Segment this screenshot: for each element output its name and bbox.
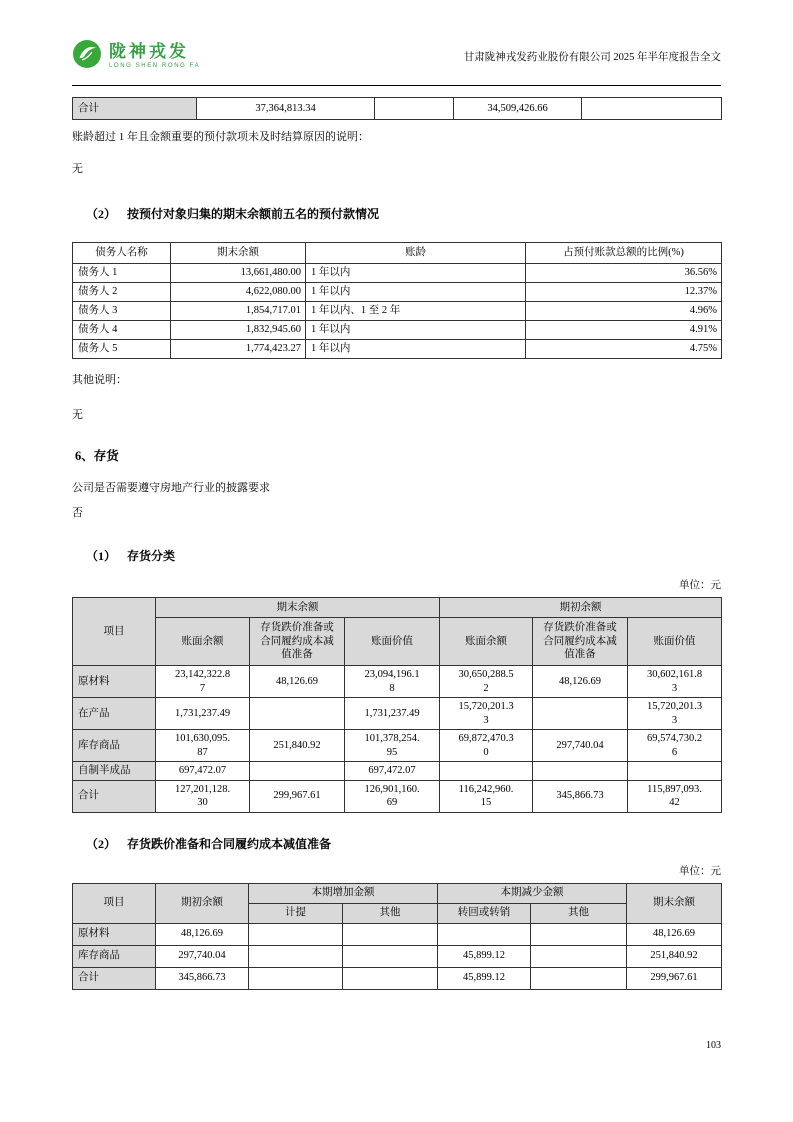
num-cell	[531, 945, 627, 967]
num-cell: 13,661,480.00	[171, 264, 306, 283]
debtor-cell: 债务人 1	[73, 264, 171, 283]
section-title: 存货跌价准备和合同履约成本减值准备	[127, 836, 332, 851]
num-cell	[531, 967, 627, 989]
section-heading-inventory-classification	[72, 548, 721, 564]
num-cell: 1,774,423.27	[171, 340, 306, 359]
col-header: 债务人名称	[73, 243, 171, 264]
inventory-classification-table	[72, 597, 722, 813]
pct-cell: 12.37%	[526, 283, 722, 302]
col-group-beginning: 期初余额	[440, 598, 722, 618]
col-header: 账面价值	[628, 618, 722, 666]
num-cell: 116,242,960.15	[440, 780, 533, 812]
aging-cell: 1 年以内	[306, 321, 526, 340]
item-cell: 原材料	[73, 923, 156, 945]
table-header-row	[73, 883, 722, 903]
other-note-text: 其他说明：	[72, 374, 127, 386]
table-header-row	[73, 243, 722, 264]
col-header: 占预付账款总额的比例(%)	[526, 243, 722, 264]
num-cell: 15,720,201.33	[628, 698, 722, 730]
section-heading-inventory: 6、存货	[75, 449, 119, 463]
debtor-cell: 债务人 5	[73, 340, 171, 359]
num-cell: 345,866.73	[156, 967, 249, 989]
section-number: （1）	[86, 549, 117, 563]
page-header	[72, 0, 721, 86]
aging-cell: 1 年以内	[306, 283, 526, 302]
num-cell: 37,364,813.34	[197, 98, 375, 120]
num-cell: 297,740.04	[156, 945, 249, 967]
num-cell: 48,126.69	[250, 666, 345, 698]
item-cell: 库存商品	[73, 730, 156, 762]
empty-cell	[582, 98, 722, 120]
num-cell: 299,967.61	[250, 780, 345, 812]
total-label-cell: 合计	[73, 98, 197, 120]
pct-cell: 4.91%	[526, 321, 722, 340]
inventory-impairment-table	[72, 883, 722, 990]
realestate-answer-text: 否	[72, 507, 83, 519]
company-logo	[72, 39, 200, 74]
num-cell	[438, 923, 531, 945]
col-header: 账面余额	[440, 618, 533, 666]
page-number: 103	[706, 1040, 721, 1051]
num-cell: 1,731,237.49	[345, 698, 440, 730]
num-cell: 251,840.92	[627, 945, 722, 967]
aging-cell: 1 年以内、1 至 2 年	[306, 302, 526, 321]
total-label-cell: 合计	[73, 780, 156, 812]
num-cell: 101,630,095.87	[156, 730, 250, 762]
num-cell: 299,967.61	[627, 967, 722, 989]
num-cell: 1,854,717.01	[171, 302, 306, 321]
item-cell: 原材料	[73, 666, 156, 698]
num-cell	[533, 762, 628, 781]
num-cell: 126,901,160.69	[345, 780, 440, 812]
none-text: 无	[72, 163, 83, 175]
debtor-cell: 债务人 4	[73, 321, 171, 340]
col-header: 存货跌价准备或合同履约成本减值准备	[250, 618, 345, 666]
num-cell	[531, 923, 627, 945]
num-cell: 697,472.07	[345, 762, 440, 781]
col-header-item: 项目	[73, 598, 156, 666]
col-header: 账面价值	[345, 618, 440, 666]
num-cell	[250, 698, 345, 730]
table-row	[73, 730, 722, 762]
num-cell	[533, 698, 628, 730]
col-group-increase: 本期增加金额	[249, 883, 438, 903]
num-cell: 115,897,093.42	[628, 780, 722, 812]
logo-company-name: 陇神戎发	[109, 42, 189, 62]
table-row	[73, 762, 722, 781]
table-total-row	[73, 780, 722, 812]
col-header: 存货跌价准备或合同履约成本减值准备	[533, 618, 628, 666]
table-row	[73, 98, 722, 120]
num-cell	[249, 923, 343, 945]
num-cell	[250, 762, 345, 781]
num-cell: 251,840.92	[250, 730, 345, 762]
num-cell: 297,740.04	[533, 730, 628, 762]
num-cell	[343, 945, 438, 967]
debtor-cell: 债务人 2	[73, 283, 171, 302]
num-cell	[628, 762, 722, 781]
section-title: 存货分类	[127, 549, 176, 563]
num-cell: 23,094,196.18	[345, 666, 440, 698]
item-cell: 库存商品	[73, 945, 156, 967]
col-header-item: 项目	[73, 883, 156, 923]
section-number: （2）	[86, 836, 117, 851]
table-row	[73, 264, 722, 283]
table-total-row	[73, 967, 722, 989]
table-row	[73, 698, 722, 730]
col-header: 账龄	[306, 243, 526, 264]
num-cell: 127,201,128.30	[156, 780, 250, 812]
logo-company-name-en: LONG SHEN RONG FA	[109, 63, 201, 70]
section-heading-inventory-impairment	[72, 836, 721, 852]
num-cell: 45,899.12	[438, 945, 531, 967]
num-cell: 48,126.69	[533, 666, 628, 698]
num-cell: 4,622,080.00	[171, 283, 306, 302]
num-cell: 15,720,201.33	[440, 698, 533, 730]
table-header-row	[73, 598, 722, 618]
col-group-ending: 期末余额	[156, 598, 440, 618]
num-cell: 697,472.07	[156, 762, 250, 781]
section-heading-prepay-top5	[72, 206, 721, 222]
num-cell: 30,650,288.52	[440, 666, 533, 698]
col-header-beginning: 期初余额	[156, 883, 249, 923]
pct-cell: 4.96%	[526, 302, 722, 321]
table-row	[73, 302, 722, 321]
col-header-ending: 期末余额	[627, 883, 722, 923]
num-cell: 69,872,470.30	[440, 730, 533, 762]
num-cell: 45,899.12	[438, 967, 531, 989]
num-cell: 48,126.69	[627, 923, 722, 945]
table-row	[73, 945, 722, 967]
num-cell	[440, 762, 533, 781]
item-cell: 在产品	[73, 698, 156, 730]
table-subheader-row	[73, 618, 722, 666]
num-cell	[343, 923, 438, 945]
aging-note-text: 账龄超过 1 年且金额重要的预付款项未及时结算原因的说明：	[72, 131, 369, 143]
col-header: 其他	[531, 903, 627, 923]
unit-label: 单位：元	[679, 865, 721, 877]
col-group-decrease: 本期减少金额	[438, 883, 627, 903]
total-label-cell: 合计	[73, 967, 156, 989]
aging-cell: 1 年以内	[306, 264, 526, 283]
section-number: （2）	[86, 207, 117, 221]
num-cell	[343, 967, 438, 989]
col-header: 期末余额	[171, 243, 306, 264]
none-text: 无	[72, 409, 83, 421]
debtor-cell: 债务人 3	[73, 302, 171, 321]
table-row	[73, 321, 722, 340]
col-header: 转回或转销	[438, 903, 531, 923]
aging-cell: 1 年以内	[306, 340, 526, 359]
table-row	[73, 283, 722, 302]
logo-leaf-icon	[72, 39, 102, 74]
col-header: 其他	[343, 903, 438, 923]
col-header: 计提	[249, 903, 343, 923]
num-cell: 1,731,237.49	[156, 698, 250, 730]
realestate-question-text: 公司是否需要遵守房地产行业的披露要求	[72, 482, 270, 494]
num-cell: 23,142,322.87	[156, 666, 250, 698]
prepayment-total-table	[72, 97, 722, 120]
num-cell: 101,378,254.95	[345, 730, 440, 762]
table-row	[73, 340, 722, 359]
num-cell: 1,832,945.60	[171, 321, 306, 340]
pct-cell: 36.56%	[526, 264, 722, 283]
table-row	[73, 923, 722, 945]
unit-label: 单位：元	[679, 580, 721, 591]
num-cell: 34,509,426.66	[454, 98, 582, 120]
report-title: 甘肃陇神戎发药业股份有限公司 2025 年半年度报告全文	[463, 52, 721, 63]
table-row	[73, 666, 722, 698]
num-cell: 69,574,730.26	[628, 730, 722, 762]
num-cell: 48,126.69	[156, 923, 249, 945]
num-cell	[249, 967, 343, 989]
pct-cell: 4.75%	[526, 340, 722, 359]
item-cell: 自制半成品	[73, 762, 156, 781]
prepayment-top5-table	[72, 242, 722, 359]
num-cell	[249, 945, 343, 967]
empty-cell	[375, 98, 454, 120]
section-title: 按预付对象归集的期末余额前五名的预付款情况	[127, 207, 380, 221]
num-cell: 30,602,161.83	[628, 666, 722, 698]
num-cell: 345,866.73	[533, 780, 628, 812]
col-header: 账面余额	[156, 618, 250, 666]
